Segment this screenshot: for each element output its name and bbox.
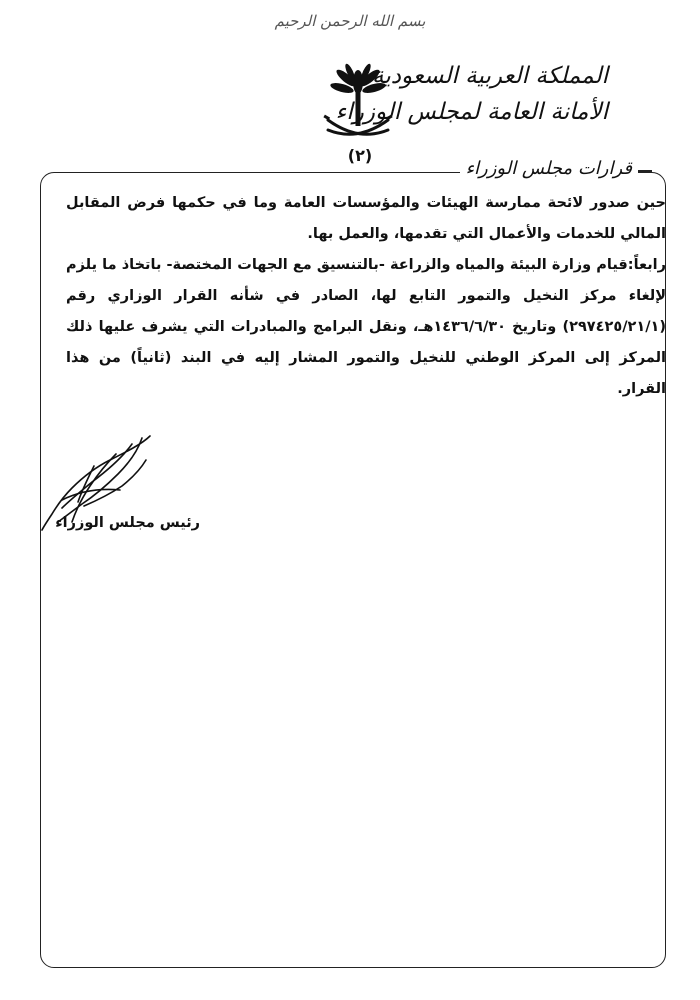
letterhead-kingdom: المملكة العربية السعودية: [372, 63, 608, 89]
item-text: قيام وزارة البيئة والمياه والزراعة -بالتنسيق مع الجهات المختصة- باتخاذ ما يلزم لإلغاء مركز النخيل والتمور التابع لها، الصادر في شأنه القرار الوزاري رقم (٢٩٧٤٢٥/٢١/١) وتاريخ ١٤٣٦/٦/٣٠هـ، ونقل البرامج والمبادرات التي يشرف عليها ذلك المركز إلى المركز الوطني للنخيل والتمور المشار إليه في البند (ثانياً) من هذا القرار.: [66, 257, 666, 397]
page-number: (٢): [347, 146, 373, 165]
frame-divider: [638, 170, 652, 172]
letterhead: [336, 58, 608, 130]
item-fourth: [66, 250, 666, 405]
decision-body: [66, 188, 666, 405]
letterhead-secretariat: الأمانة العامة لمجلس الوزراء: [335, 99, 608, 125]
frame-label: قرارات مجلس الوزراء: [460, 158, 638, 179]
paragraph-continuation: حين صدور لائحة ممارسة الهيئات والمؤسسات العامة وما في حكمها فرض المقابل المالي للخدمات والأعمال التي تقدمها، والعمل بها.: [66, 195, 666, 242]
item-label: رابعاً:: [627, 257, 666, 273]
signatory-title: رئيس مجلس الوزراء: [55, 515, 200, 531]
basmala: بسم الله الرحمن الرحيم: [274, 12, 426, 30]
